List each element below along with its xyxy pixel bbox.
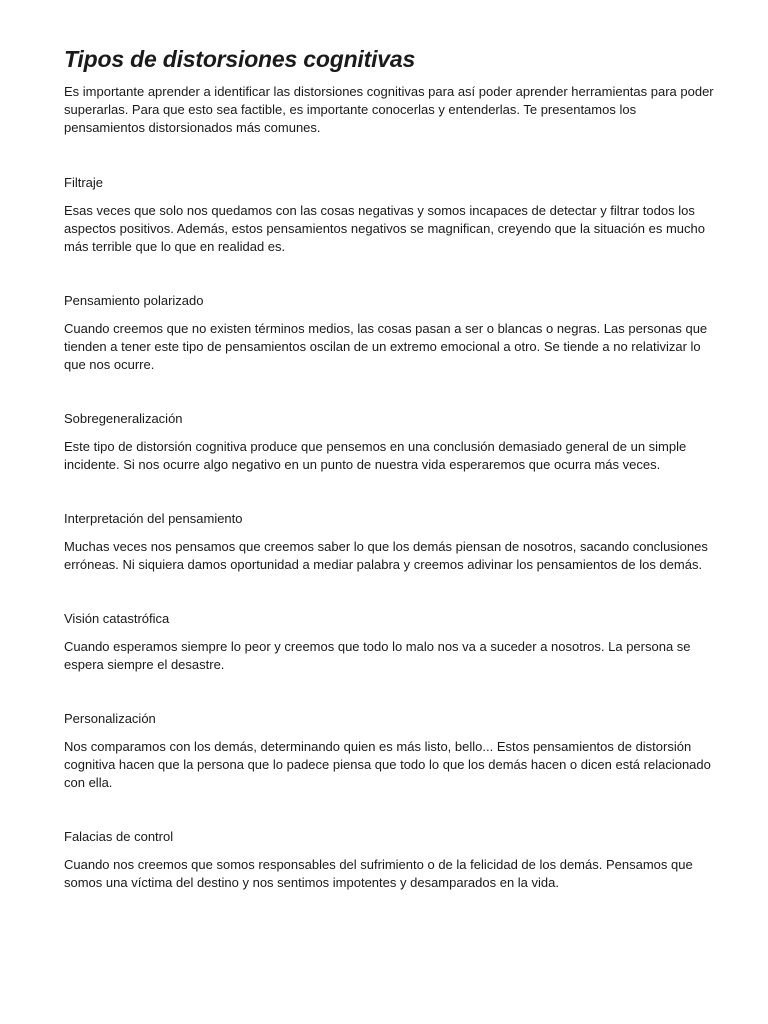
section-body: Nos comparamos con los demás, determinando quien es más listo, bello... Estos pensamientos de distorsión cognitiva hacen que la persona que lo padece piensa que todo lo que los demás hacen o dicen está relacionado con ella. <box>64 739 711 790</box>
section-body: Este tipo de distorsión cognitiva produce que pensemos en una conclusión demasiado general de un simple incidente. Si nos ocurre algo negativo en un punto de nuestra vida esperaremos que ocurra más veces. <box>64 439 687 472</box>
section-body: Cuando creemos que no existen términos medios, las cosas pasan a ser o blancas o negras. Las personas que tienden a tener este tipo de pensamientos oscilan de un extremo emocional a otro. Se tiende a no relativizar lo que nos ocurre. <box>64 321 708 372</box>
intro-paragraph: Es importante aprender a identificar las distorsiones cognitivas para así poder aprender herramientas para poder superarlas. Para que esto sea factible, es importante conocerlas y entenderlas. Te presentamos los pensamientos distorsionados más comunes. <box>64 84 714 135</box>
document-title: Tipos de distorsiones cognitivas <box>64 46 416 72</box>
section-heading: Personalización <box>64 711 156 726</box>
section-heading: Visión catastrófica <box>64 611 170 626</box>
section-pensamiento-polarizado <box>64 292 716 374</box>
document-page <box>64 44 716 928</box>
section-heading: Sobregeneralización <box>64 411 183 426</box>
section-body: Cuando nos creemos que somos responsables del sufrimiento o de la felicidad de los demás. Pensamos que somos una víctima del destino y nos sentimos impotentes y desamparados en la vida. <box>64 857 693 890</box>
section-heading: Interpretación del pensamiento <box>64 511 243 526</box>
section-body: Cuando esperamos siempre lo peor y creemos que todo lo malo nos va a suceder a nosotros. La persona se espera siempre el desastre. <box>64 639 691 672</box>
section-filtraje <box>64 174 716 256</box>
section-heading: Pensamiento polarizado <box>64 293 204 308</box>
section-personalizacion <box>64 710 716 792</box>
section-vision-catastrofica <box>64 610 716 674</box>
section-interpretacion-del-pensamiento <box>64 510 716 574</box>
section-body: Muchas veces nos pensamos que creemos saber lo que los demás piensan de nosotros, sacando conclusiones erróneas. Ni siquiera damos oportunidad a mediar palabra y creemos adivinar los pensamientos de los demás. <box>64 539 708 572</box>
section-heading: Filtraje <box>64 175 104 190</box>
section-sobregeneralizacion <box>64 410 716 474</box>
section-heading: Falacias de control <box>64 829 174 844</box>
section-falacias-de-control <box>64 828 716 892</box>
section-body: Esas veces que solo nos quedamos con las cosas negativas y somos incapaces de detectar y filtrar todos los aspectos positivos. Además, estos pensamientos negativos se magnifican, creyendo que la situación es mucho más terrible que lo que en realidad es. <box>64 203 705 254</box>
